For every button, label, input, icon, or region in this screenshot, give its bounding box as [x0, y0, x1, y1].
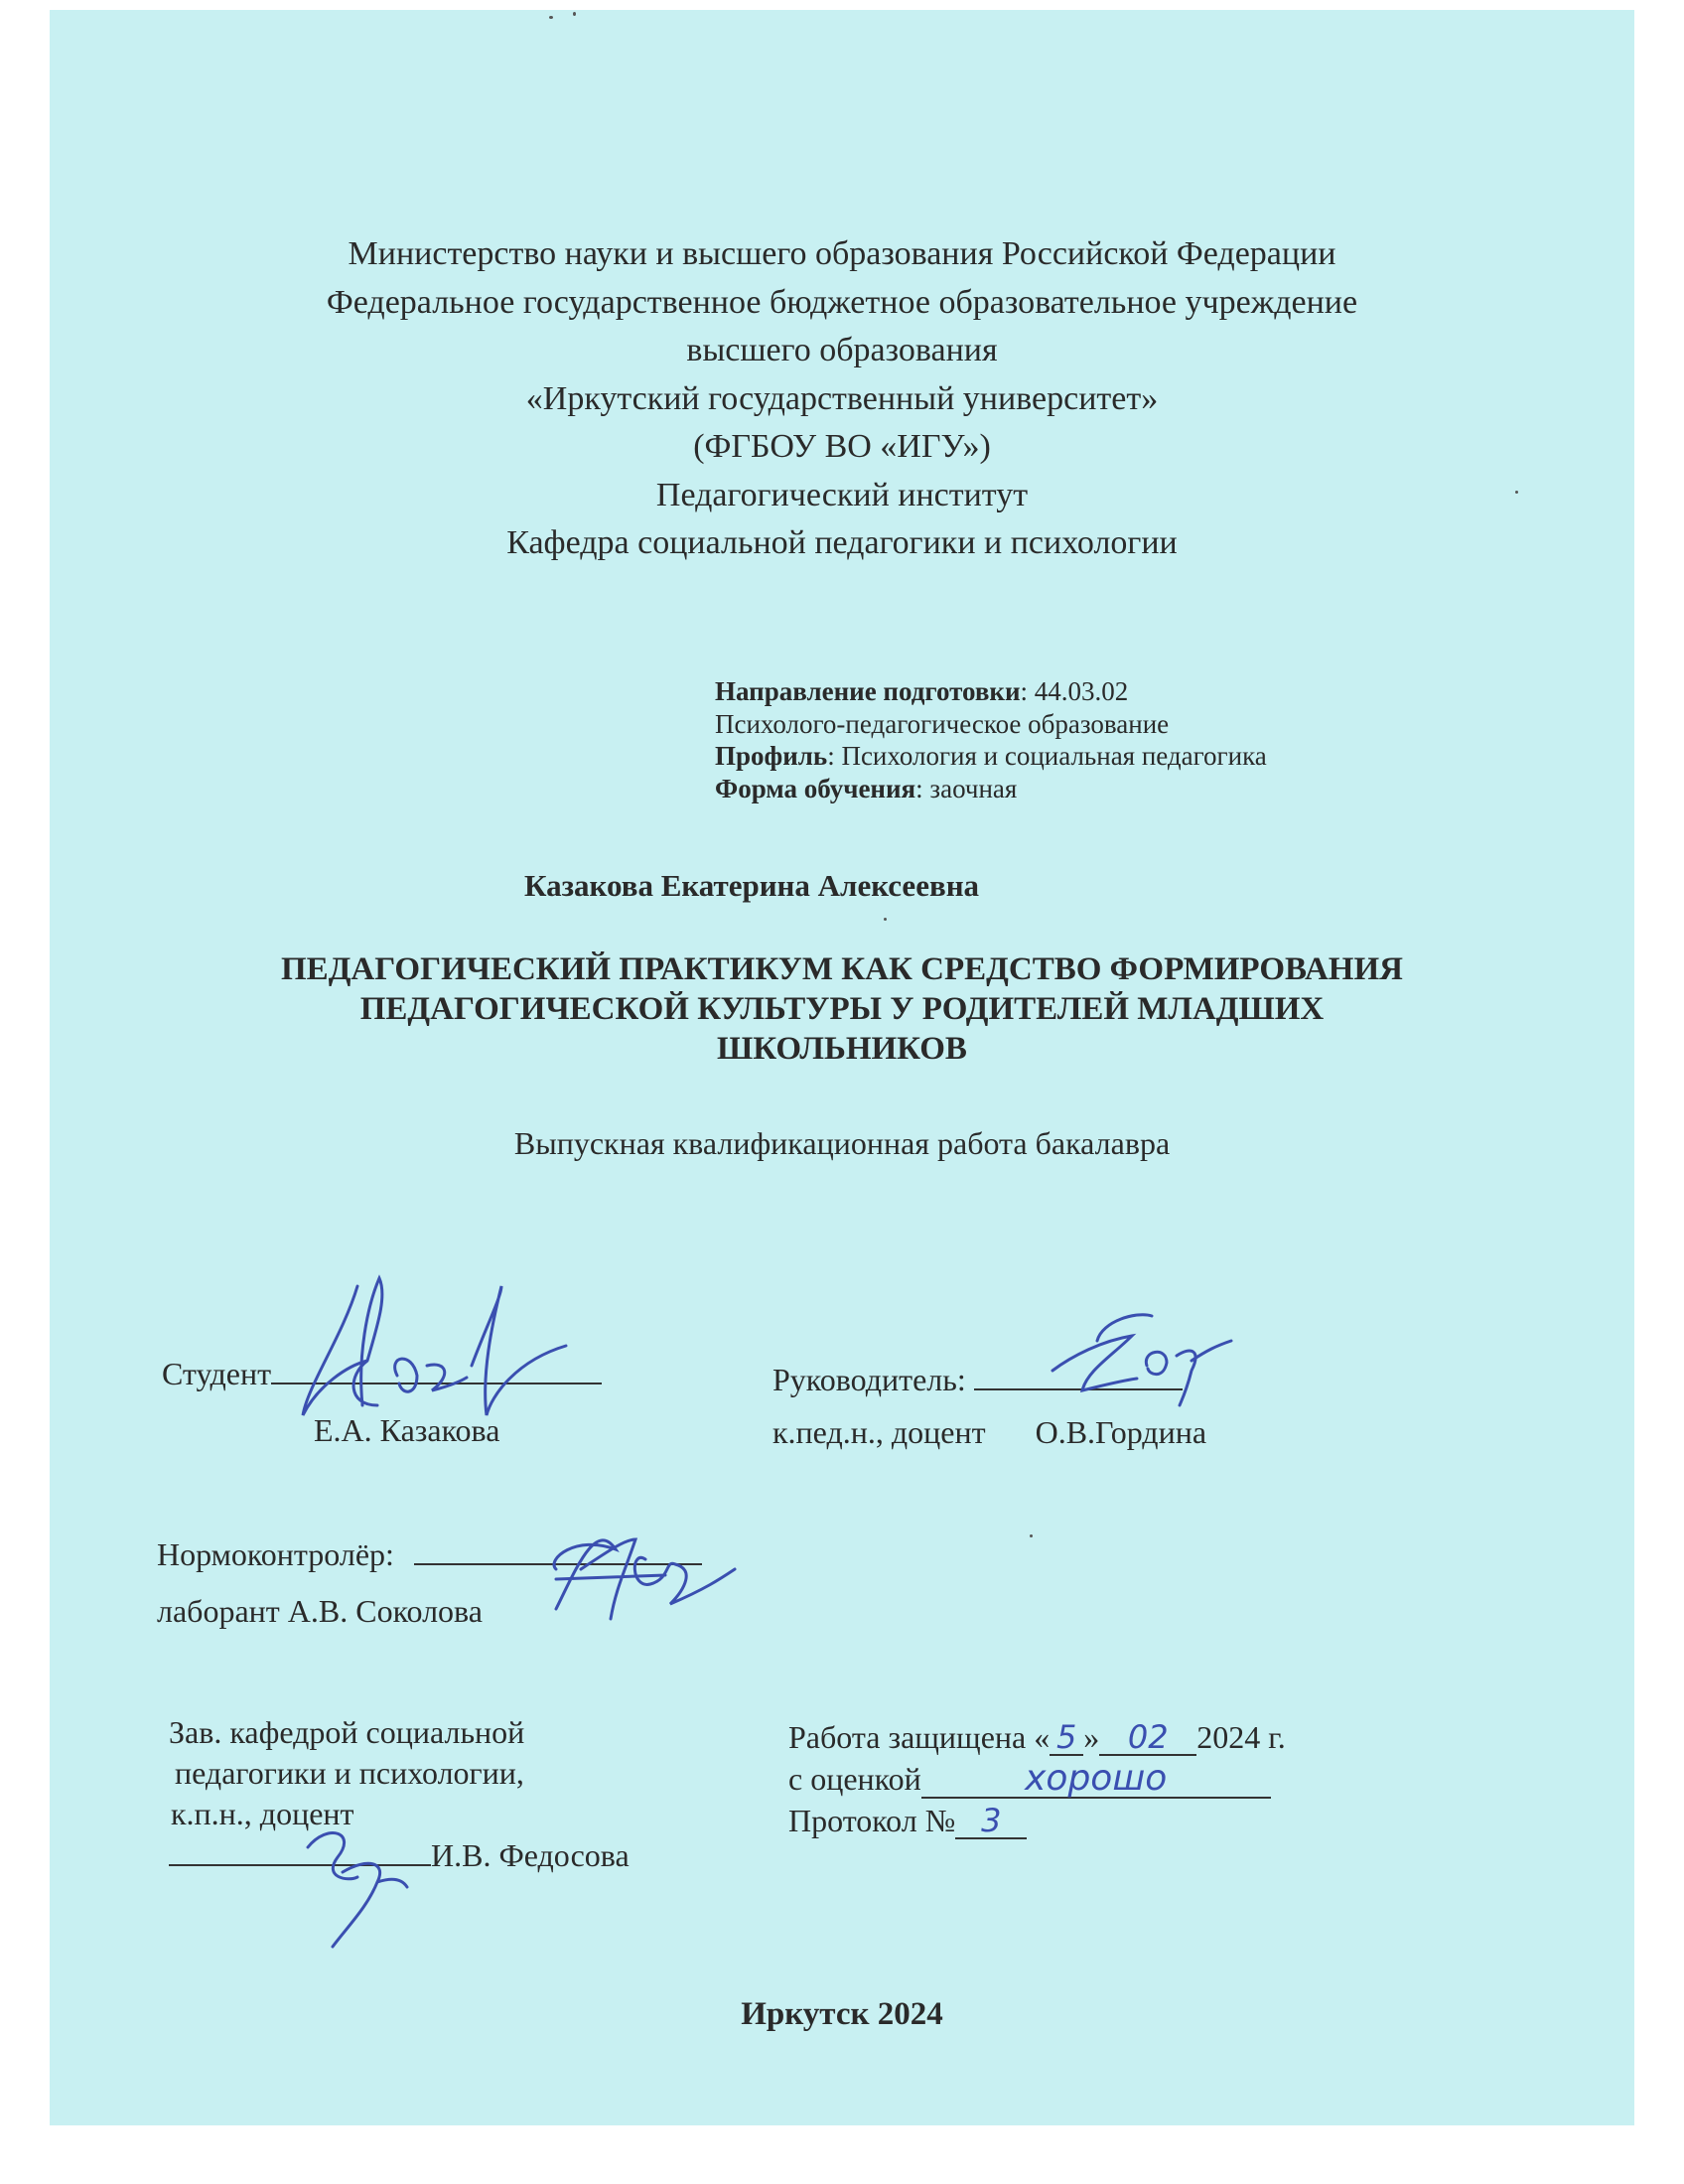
institution-header — [50, 230, 1634, 568]
direction-name: Психолого-педагогическое образование — [715, 708, 1170, 739]
scan-speck — [573, 12, 576, 16]
head-name: И.В. Федосова — [431, 1837, 630, 1873]
header-line: Министерство науки и высшего образования Российской Федерации — [348, 235, 1336, 272]
head-line: Зав. кафедрой социальной — [169, 1714, 525, 1750]
grade-value: хорошо — [921, 1761, 1271, 1799]
supervisor-credentials — [772, 1412, 1206, 1452]
header-line: (ФГБОУ ВО «ИГУ») — [693, 428, 991, 465]
head-signature — [288, 1818, 427, 1957]
form-label: Форма обучения — [715, 773, 916, 803]
scan-speck — [549, 16, 553, 19]
direction-label: Направление подготовки — [715, 676, 1021, 706]
city-year: Иркутск 2024 — [741, 1996, 943, 2032]
title-line: ПЕДАГОГИЧЕСКОЙ КУЛЬТУРЫ У РОДИТЕЛЕЙ МЛАДШИХ — [359, 991, 1325, 1027]
protected-prefix: Работа защищена « — [788, 1719, 1051, 1755]
title-line: ШКОЛЬНИКОВ — [717, 1031, 967, 1067]
protocol-line — [788, 1800, 1286, 1841]
scan-speck — [1515, 491, 1518, 494]
header-line: «Иркутский государственный университет» — [525, 379, 1159, 417]
normcontrol-label: Нормоконтролёр: — [157, 1536, 394, 1572]
profile-label: Профиль — [715, 741, 828, 771]
protocol-label: Протокол № — [788, 1803, 956, 1838]
program-info — [715, 675, 1267, 804]
protected-year: 2024 г. — [1196, 1719, 1286, 1755]
header-line: высшего образования — [686, 332, 998, 368]
grade-label: с оценкой — [788, 1761, 921, 1797]
student-name: Е.А. Казакова — [314, 1412, 500, 1448]
defense-info — [788, 1716, 1286, 1841]
header-line: Кафедра социальной педагогики и психологии — [506, 524, 1178, 561]
head-line: к.п.н., доцент — [171, 1796, 354, 1831]
supervisor-rank: к.пед.н., доцент — [772, 1414, 986, 1450]
student-label: Студент — [162, 1356, 272, 1391]
supervisor-signature — [1043, 1301, 1241, 1410]
scan-speck — [1030, 1534, 1033, 1537]
student-signature — [288, 1266, 606, 1435]
thesis-title — [50, 949, 1634, 1069]
author-name: Казакова Екатерина Алексеевна — [524, 868, 980, 903]
profile-value: : Психология и социальная педагогика — [827, 741, 1267, 771]
scan-speck — [884, 918, 887, 921]
normcontrol-signature — [536, 1510, 774, 1639]
head-line: педагогики и психологии, — [175, 1755, 524, 1791]
protected-day: 5 — [1050, 1720, 1083, 1756]
form-value: : заочная — [915, 773, 1018, 803]
supervisor-name: О.В.Гордина — [1035, 1414, 1207, 1450]
header-line: Федеральное государственное бюджетное образовательное учреждение — [326, 283, 1358, 321]
profile-line — [715, 740, 1267, 773]
protected-month: 02 — [1099, 1720, 1196, 1756]
title-line: ПЕДАГОГИЧЕСКИЙ ПРАКТИКУМ КАК СРЕДСТВО ФОРМИРОВАНИЯ — [281, 951, 1403, 987]
document-page — [50, 10, 1634, 2125]
protocol-value: 3 — [955, 1804, 1027, 1839]
supervisor-label: Руководитель: — [772, 1362, 966, 1397]
direction-value: : 44.03.02 — [1020, 676, 1129, 706]
normcontrol-person: лаборант А.В. Соколова — [157, 1593, 483, 1629]
work-type: Выпускная квалификационная работа бакалавра — [513, 1125, 1171, 1161]
form-line — [715, 773, 1267, 805]
grade-line — [788, 1758, 1286, 1800]
header-line: Педагогический институт — [655, 476, 1029, 513]
defense-date-line — [788, 1716, 1286, 1758]
direction-line — [715, 675, 1267, 708]
protected-mid: » — [1083, 1719, 1100, 1755]
